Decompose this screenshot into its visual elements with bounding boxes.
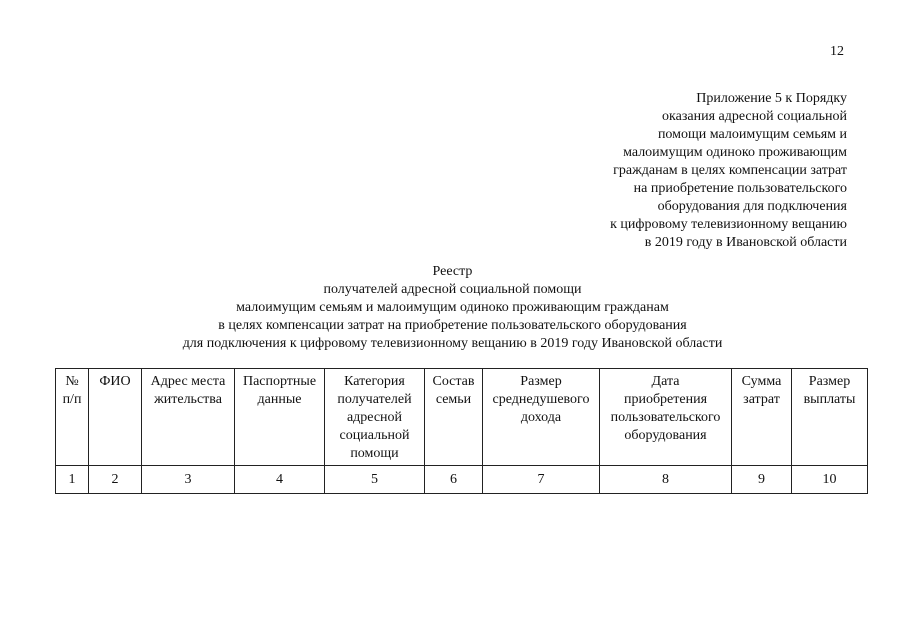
column-number-cell: 1 <box>56 466 89 494</box>
page-number: 12 <box>830 44 844 59</box>
appendix-line: в 2019 году в Ивановской области <box>644 235 847 250</box>
appendix-line: на приобретение пользовательского <box>633 181 847 196</box>
registry-table <box>55 368 868 494</box>
title-line: Реестр <box>432 264 473 279</box>
appendix-line: оказания адресной социальной <box>662 109 847 124</box>
header-cell-number: № п/п <box>56 369 89 466</box>
header-cell-purchase-date: Дата приобретения пользовательского оборудования <box>600 369 732 466</box>
appendix-line: гражданам в целях компенсации затрат <box>613 163 847 178</box>
title-line: малоимущим семьям и малоимущим одиноко проживающим гражданам <box>236 300 669 315</box>
appendix-note <box>527 90 847 252</box>
title-line: в целях компенсации затрат на приобретение пользовательского оборудования <box>218 318 687 333</box>
column-number-cell: 3 <box>142 466 235 494</box>
column-number-cell: 6 <box>425 466 483 494</box>
column-number-cell: 8 <box>600 466 732 494</box>
column-number-cell: 2 <box>89 466 142 494</box>
column-number-cell: 9 <box>732 466 792 494</box>
appendix-line: к цифровому телевизионному вещанию <box>610 217 847 232</box>
header-cell-costs: Сумма затрат <box>732 369 792 466</box>
appendix-line: Приложение 5 к Порядку <box>696 91 847 106</box>
column-number-cell: 7 <box>483 466 600 494</box>
header-row <box>56 369 868 466</box>
column-number-cell: 10 <box>792 466 868 494</box>
header-cell-payment: Размер выплаты <box>792 369 868 466</box>
column-number-cell: 5 <box>325 466 425 494</box>
column-number-cell: 4 <box>235 466 325 494</box>
document-title <box>0 263 905 353</box>
header-cell-address: Адрес места жительства <box>142 369 235 466</box>
title-line: получателей адресной социальной помощи <box>323 282 582 297</box>
header-cell-name: ФИО <box>89 369 142 466</box>
column-number-row <box>56 466 868 494</box>
appendix-line: оборудования для подключения <box>657 199 847 214</box>
header-cell-category: Категория получателей адресной социальной помощи <box>325 369 425 466</box>
header-cell-passport: Паспортные данные <box>235 369 325 466</box>
appendix-line: малоимущим одиноко проживающим <box>623 145 847 160</box>
title-line: для подключения к цифровому телевизионному вещанию в 2019 году Ивановской области <box>182 336 723 351</box>
header-cell-income: Размер среднедушевого дохода <box>483 369 600 466</box>
header-cell-family: Состав семьи <box>425 369 483 466</box>
appendix-line: помощи малоимущим семьям и <box>657 127 847 142</box>
